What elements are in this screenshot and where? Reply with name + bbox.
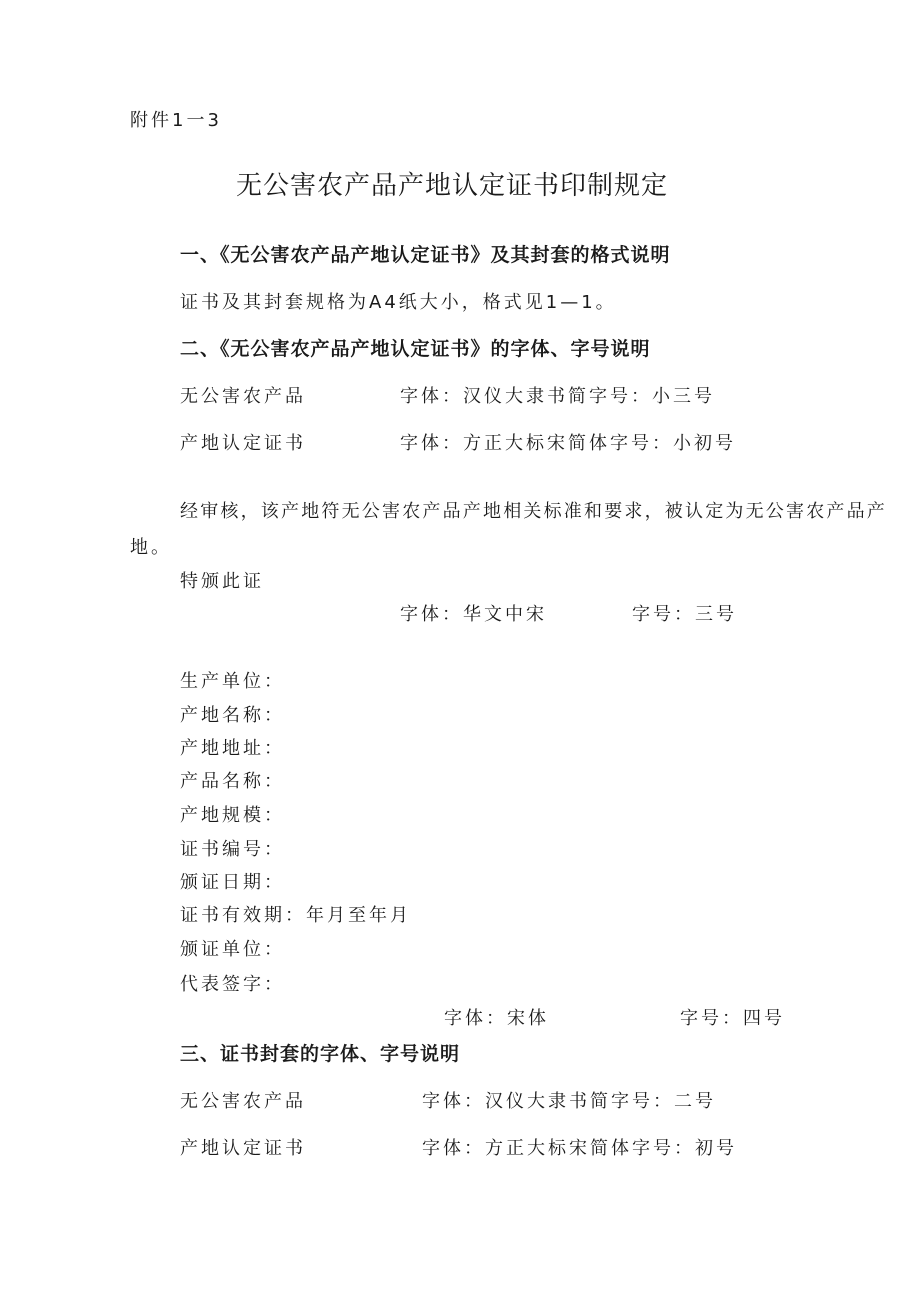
field-origin-name: 产地名称： — [180, 705, 285, 726]
field-certificate-number: 证书编号： — [180, 839, 285, 860]
body-line-3: 特颁此证 — [180, 571, 264, 592]
body-font-spec: 字体：华文中宋 — [400, 604, 547, 625]
section3-row2-label: 产地认定证书 — [180, 1138, 306, 1159]
fields-font-spec: 字体：宋体 — [444, 1008, 549, 1029]
field-issue-date: 颁证日期： — [180, 872, 285, 893]
section2-row1-label: 无公害农产品 — [180, 386, 306, 407]
section2-heading: 二、《无公害农产品产地认定证书》的字体、字号说明 — [180, 338, 651, 360]
body-size-spec: 字号：三号 — [632, 604, 737, 625]
body-line-1: 经审核，该产地符无公害农产品产地相关标准和要求，被认定为无公害农产品产 — [180, 501, 887, 522]
section2-row1-spec: 字体：汉仪大隶书简字号：小三号 — [400, 386, 715, 407]
section3-heading: 三、证书封套的字体、字号说明 — [180, 1043, 461, 1065]
section2-row2-spec: 字体：方正大标宋简体字号：小初号 — [400, 433, 736, 454]
field-issuing-unit: 颁证单位： — [180, 939, 285, 960]
field-validity-period: 证书有效期：年月至年月 — [180, 905, 411, 926]
section3-row1-label: 无公害农产品 — [180, 1091, 306, 1112]
field-production-unit: 生产单位： — [180, 671, 285, 692]
section1-heading: 一、《无公害农产品产地认定证书》及其封套的格式说明 — [180, 244, 671, 266]
section1-text: 证书及其封套规格为A4纸大小，格式见1—1。 — [180, 292, 617, 313]
field-representative-signature: 代表签字： — [180, 974, 285, 995]
section3-row2-spec: 字体：方正大标宋简体字号：初号 — [422, 1138, 737, 1159]
fields-size-spec: 字号：四号 — [680, 1008, 785, 1029]
field-origin-address: 产地地址： — [180, 738, 285, 759]
body-line-2: 地。 — [130, 537, 172, 558]
page-title: 无公害农产品产地认定证书印制规定 — [236, 171, 669, 201]
section3-row1-spec: 字体：汉仪大隶书简字号：二号 — [422, 1091, 716, 1112]
section2-row2-label: 产地认定证书 — [180, 433, 306, 454]
field-origin-scale: 产地规模： — [180, 805, 285, 826]
field-product-name: 产品名称： — [180, 771, 285, 792]
attachment-label: 附件1一3 — [130, 110, 222, 131]
